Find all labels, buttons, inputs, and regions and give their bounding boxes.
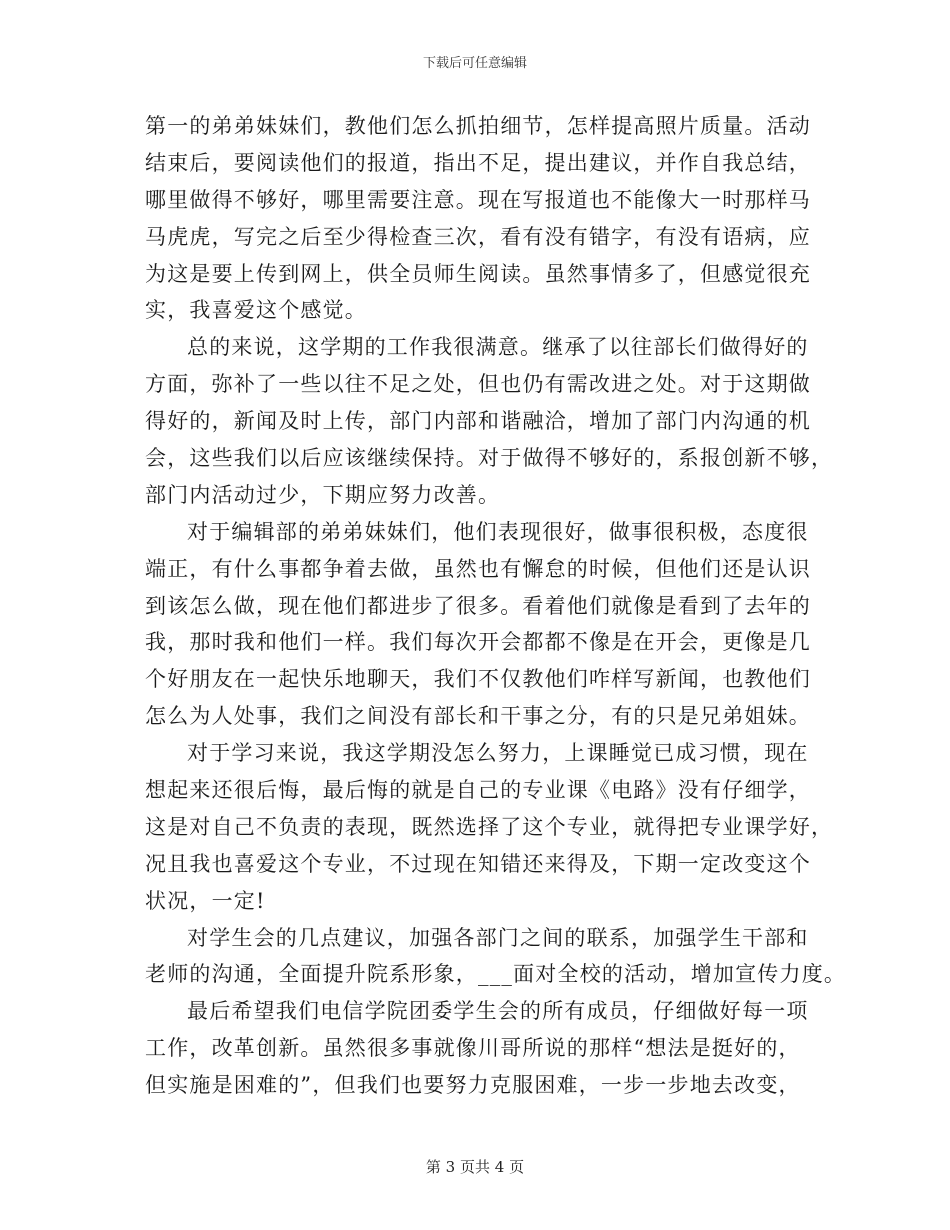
text-line: 但实施是困难的”，但我们也要努力克服困难，一步一步地去改变， [145,1073,801,1098]
text-line: 方面，弥补了一些以往不足之处，但也仍有需改进之处。对于这期做 [145,372,811,397]
text-line: 结束后，要阅读他们的报道，指出不足，提出建议，并作自我总结， [145,150,811,175]
paragraph-first-line: 最后希望我们电信学院团委学生会的所有成员，仔细做好每一项 [187,999,809,1024]
text-line: 到该怎么做，现在他们都进步了很多。看着他们就像是看到了去年的 [145,593,811,618]
text-line: 为这是要上传到网上，供全员师生阅读。虽然事情多了，但感觉很充 [145,261,811,286]
text-line: 会，这些我们以后应该继续保持。对于做得不够好的，系报创新不够， [145,446,834,471]
paragraph-first-line: 对于编辑部的弟弟妹妹们，他们表现很好，做事很积极，态度很 [187,519,809,544]
page-header: 下载后可任意编辑 [422,56,527,71]
paragraph-first-line: 对学生会的几点建议，加强各部门之间的联系，加强学生干部和 [187,925,809,950]
text-line: 部门内活动过少，下期应努力改善。 [145,482,501,507]
page-footer: 第 3 页共 4 页 [425,1158,525,1176]
text-line: 况且我也喜爱这个专业，不过现在知错还来得及，下期一定改变这个 [145,851,811,876]
text-line: 哪里做得不够好，哪里需要注意。现在写报道也不能像大一时那样马 [145,187,811,212]
text-line: 怎么为人处事，我们之间没有部长和干事之分，有的只是兄弟姐妹。 [145,704,811,729]
text-line: 第一的弟弟妹妹们，教他们怎么抓拍细节，怎样提高照片质量。活动 [145,114,811,138]
text-line: 我，那时我和他们一样。我们每次开会都都不像是在开会，更像是几 [145,630,811,655]
text-line: 马虎虎，写完之后至少得检查三次，看有没有错字，有没有语病，应 [145,224,811,249]
text-line: 状况，一定! [145,888,266,913]
document-body [145,108,847,1104]
text-line: 端正，有什么事都争着去做，虽然也有懈怠的时候，但他们还是认识 [145,556,811,581]
paragraph-first-line: 对于学习来说，我这学期没怎么努力，上课睡觉已成习惯，现在 [187,741,809,766]
text-line: 实，我喜爱这个感觉。 [145,298,367,323]
text-line: 想起来还很后悔，最后悔的就是自己的专业课《电路》没有仔细学， [145,778,811,803]
text-line: 这是对自己不负责的表现，既然选择了这个专业，就得把专业课学好， [145,814,834,839]
text-line: 个好朋友在一起快乐地聊天，我们不仅教他们咋样写新闻，也教他们 [145,667,811,692]
text-line: 工作，改革创新。虽然很多事就像川哥所说的那样“想法是挺好的， [145,1036,801,1061]
paragraph-first-line: 总的来说，这学期的工作我很满意。继承了以往部长们做得好的 [187,335,809,360]
text-line: 老师的沟通，全面提升院系形象，___面对全校的活动，增加宣传力度。 [145,962,847,987]
text-line: 得好的，新闻及时上传，部门内部和谐融洽，增加了部门内沟通的机 [145,409,811,434]
